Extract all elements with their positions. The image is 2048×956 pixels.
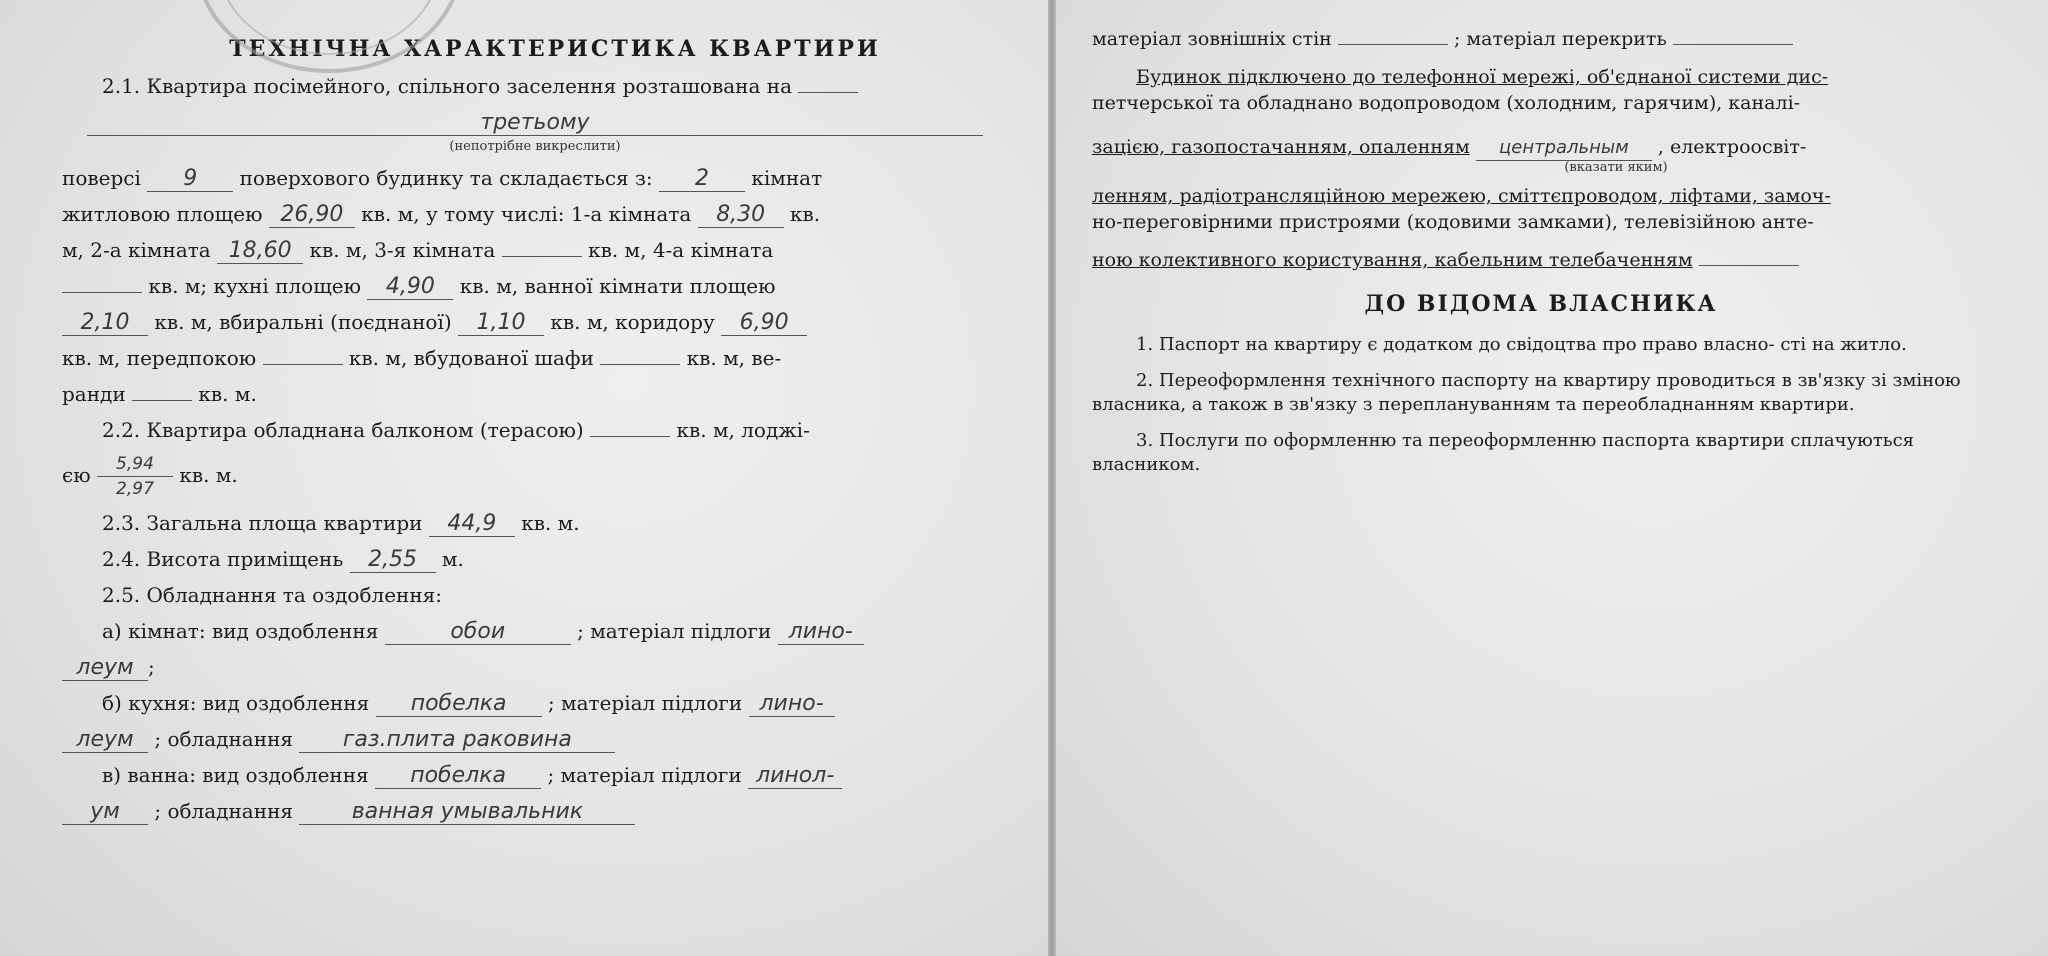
- section-2-1: 2.1. Квартира посімейного, спільного заселення розташована на: [62, 72, 1008, 100]
- line-loggia: єю $\frac{5,94}{2,97}$ кв. м.: [62, 454, 238, 499]
- notice-item-3: 3. Послуги по оформленню та переоформленню паспорта квартири сплачуються власником.: [1092, 430, 1915, 475]
- total-area-value: 44,9: [429, 512, 515, 537]
- bath-floor-value-1: линол-: [748, 764, 842, 789]
- floor-value: третьому: [87, 111, 983, 136]
- bath-equipment-value: ванная умывальник: [299, 800, 635, 825]
- rooms-finish: а) кімнат: вид оздоблення обои ; матеріал підлоги лино-: [62, 617, 1008, 645]
- floor-line: [62, 108, 1008, 136]
- notice-item-2: 2. Переоформлення технічного паспорту на квартиру проводиться в зв'язку зі зміною власника, а також в зв'язку з переплануванням та переобладнанням квартири.: [1092, 370, 1961, 415]
- right-page: [1056, 0, 2048, 956]
- section-2-5: 2.5. Обладнання та оздоблення:: [102, 583, 443, 607]
- section-2-3: 2.3. Загальна площа квартири 44,9 кв. м.: [102, 511, 580, 536]
- rooms-value: 2: [659, 167, 745, 192]
- utilities-line-2: петчерської та обладнано водопроводом (холодним, гарячим), каналі-: [1092, 92, 1801, 114]
- page-title: ТЕХНІЧНА ХАРАКТЕРИСТИКА КВАРТИРИ: [229, 36, 881, 62]
- line-rooms: м, 2-а кімната 18,60 кв. м, 3-я кімната кв. м, 4-а кімната: [62, 238, 774, 263]
- bath-finish: в) ванна: вид оздоблення побелка ; матеріал підлоги линол-: [62, 761, 1008, 789]
- official-stamp: [195, 0, 463, 73]
- rooms-floor-cont: леум ;: [62, 653, 1008, 681]
- rooms-floor-value-1: лино-: [778, 620, 864, 645]
- section-2-4: 2.4. Висота приміщень 2,55 м.: [102, 547, 464, 572]
- kitchen-equipment-value: газ.плита раковина: [299, 728, 615, 753]
- heating-value: центральным: [1476, 136, 1652, 161]
- utilities-line-5: но-переговірними пристроями (кодовими замками), телевізійною анте-: [1092, 211, 1814, 233]
- rooms-floor-value-2: леум: [62, 656, 148, 681]
- line-hallway: кв. м, передпокою кв. м, вбудованої шафи кв. м, ве-: [62, 346, 782, 370]
- kitchen-value: 4,90: [367, 275, 453, 300]
- utilities-line-3: зацією, газопостачанням, опаленням центральным , електроосвіт-: [1092, 134, 1990, 161]
- owner-notice-heading: ДО ВІДОМА ВЛАСНИКА: [1364, 291, 1718, 317]
- bath-finish-value: побелка: [375, 764, 541, 789]
- line-veranda: ранди кв. м.: [62, 382, 257, 406]
- cross-out-note: (непотрібне викреслити): [449, 139, 621, 154]
- kitchen-finish: б) кухня: вид оздоблення побелка ; матеріал підлоги лино-: [62, 689, 1008, 717]
- wall-material-line: матеріал зовнішніх стін ; матеріал перекрить: [1092, 26, 1990, 52]
- bathroom-value: 2,10: [62, 311, 148, 336]
- kitchen-floor-value-1: лино-: [749, 692, 835, 717]
- bath-floor-value-2: ум: [62, 800, 148, 825]
- loggia-fraction: [97, 452, 173, 501]
- utilities-line-6: ною колективного користування, кабельним телебаченням: [1092, 247, 1990, 273]
- line-wc: 2,10 кв. м, вбиральні (поєднаної) 1,10 кв. м, коридору 6,90: [62, 308, 1008, 336]
- line-living-area: житловою площею 26,90 кв. м, у тому числі: 1-а кімната 8,30 кв.: [62, 202, 821, 227]
- room1-value: 8,30: [698, 203, 784, 228]
- utilities-line-1: Будинок підключено до телефонної мережі, об'єднаної системи дис-: [1136, 66, 1829, 88]
- height-value: 2,55: [350, 548, 436, 573]
- notice-item-1: 1. Паспорт на квартиру є додатком до свідоцтва про право власно- сті на житло.: [1136, 334, 1907, 355]
- loggia-bottom-value: 2,97: [116, 479, 154, 499]
- heating-note: (вказати яким): [1564, 160, 1668, 175]
- loggia-top-value: 5,94: [97, 452, 173, 477]
- section-2-2: 2.2. Квартира обладнана балконом (терасою) кв. м, лоджі-: [102, 418, 810, 442]
- living-area-value: 26,90: [269, 203, 355, 228]
- storeys-value: 9: [147, 167, 233, 192]
- kitchen-floor-value-2: леум: [62, 728, 148, 753]
- line-kitchen: кв. м; кухні площею 4,90 кв. м, ванної кімнати площею: [62, 272, 1008, 300]
- kitchen-equipment: леум ; обладнання газ.плита раковина: [62, 725, 1008, 753]
- corridor-value: 6,90: [721, 311, 807, 336]
- kitchen-finish-value: побелка: [376, 692, 542, 717]
- room2-value: 18,60: [217, 239, 303, 264]
- rooms-finish-value: обои: [385, 620, 571, 645]
- bath-equipment: ум ; обладнання ванная умывальник: [62, 797, 1008, 825]
- wc-value: 1,10: [458, 311, 544, 336]
- line-storeys: поверсі 9 поверхового будинку та складається з: 2 кімнат: [62, 166, 823, 191]
- utilities-line-4: ленням, радіотрансляційною мережею, сміттєпроводом, ліфтами, замоч-: [1092, 185, 1831, 207]
